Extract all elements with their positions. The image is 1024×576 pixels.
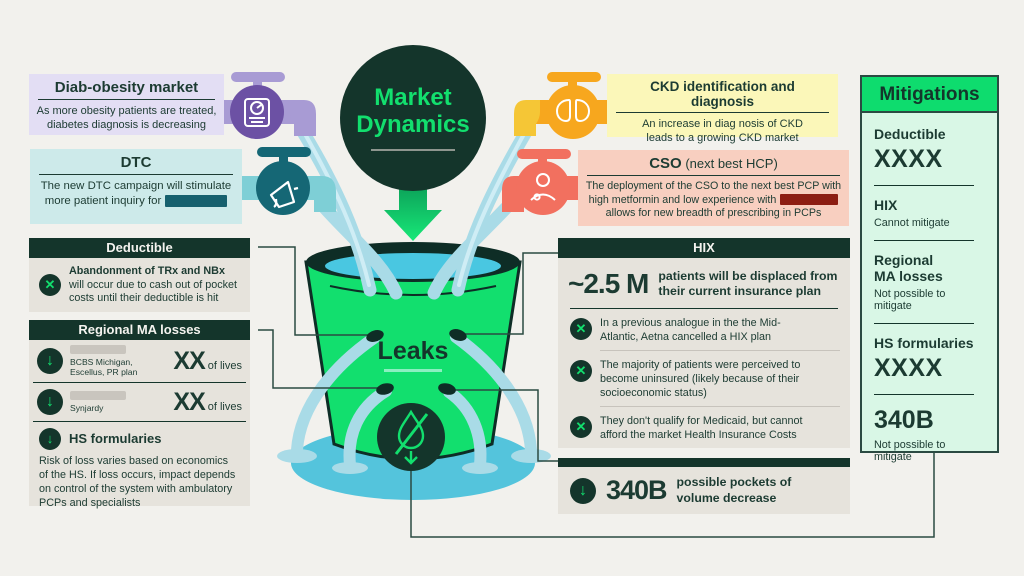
b340-text: possible pockets of volume decrease (676, 475, 792, 505)
faucet-ckd (514, 72, 608, 139)
mitigations-header: Mitigations (862, 77, 997, 113)
x-icon: ✕ (570, 360, 592, 382)
faucet-diab-obesity (224, 72, 316, 139)
cso-title: CSO (next best HCP) (587, 150, 840, 176)
regional-row: ↓ BCBS Michigan, Escellus, PR plan XX of lives (29, 340, 250, 382)
plan-label: Synjardy (70, 402, 104, 413)
hix-bullet: ✕ The majority of patients were perceived to become uninsured (likely because of their socioeconomic status) (558, 351, 850, 406)
plan-label: BCBS Michigan, Escellus, PR plan (70, 357, 138, 378)
market-dynamics-circle (340, 45, 486, 191)
hix-content (558, 258, 850, 448)
redacted-bar (165, 195, 227, 207)
mitigations-body (862, 113, 997, 463)
divider (874, 240, 974, 241)
x-icon: ✕ (570, 318, 592, 340)
regional-ma-content (29, 340, 250, 509)
b340-top-bar (558, 458, 850, 467)
market-dynamics-title: Market Dynamics (356, 83, 470, 138)
diab-obesity-box (29, 74, 224, 135)
b340-box: ↓ 340B possible pockets of volume decrease (558, 467, 850, 514)
redacted-bar (70, 345, 126, 354)
down-arrow-icon: ↓ (570, 478, 596, 504)
leaks-label: Leaks (363, 337, 463, 372)
down-arrow-icon: ↓ (39, 428, 61, 450)
divider (874, 394, 974, 395)
divider (874, 185, 974, 186)
regional-ma-header: Regional MA losses (29, 320, 250, 340)
diab-obesity-title: Diab-obesity market (38, 74, 215, 100)
deductible-content (29, 258, 250, 312)
divider (874, 323, 974, 324)
hix-bullet: ✕ In a previous analogue in the the Mid-Atlantic, Aetna cancelled a HIX plan (558, 309, 850, 350)
redacted-bar (70, 391, 126, 400)
title-underline (371, 149, 455, 151)
diab-obesity-body: As more obesity patients are treated, diabetes diagnosis is decreasing (36, 105, 217, 132)
hs-formularies-row: ↓ HS formularies (29, 422, 250, 452)
mitigation-item: HS formularies XXXX (874, 335, 974, 383)
hix-bullet: ✕ They don't qualify for Medicaid, but cannot afford the market Health Insurance Costs (558, 407, 850, 448)
no-drip-icon (377, 403, 445, 471)
redacted-bar (780, 194, 838, 205)
deductible-text: Abandonment of TRx and NBx will occur due to cash out of pocket costs until their deductible is hit (69, 265, 238, 305)
cso-box (578, 150, 849, 226)
mitigation-item: HIX Cannot mitigate (874, 197, 950, 230)
dtc-body: The new DTC campaign will stimulate more patient inquiry for (40, 180, 232, 207)
down-arrow-icon: ↓ (37, 389, 63, 415)
hs-formularies-text: Risk of loss varies based on economics of the HS. If loss occurs, impact depends on control of the system with ambulatory PCPs and specialists (39, 454, 236, 509)
down-arrow (384, 183, 442, 241)
mitigation-item: Regional MA losses Not possible to mitigate (874, 252, 946, 313)
mitigation-item: 340B Not possible to mitigate (874, 406, 946, 464)
ckd-title: CKD identification and diagnosis (616, 74, 829, 113)
mitigations-panel (860, 75, 999, 464)
mitigation-item: Deductible XXXX (874, 126, 946, 174)
x-icon: ✕ (39, 274, 61, 296)
regional-row: ↓ Synjardy XX of lives (29, 383, 250, 421)
cso-body: The deployment of the CSO to the next best PCP with high metformin and low experience with allows for new breadth of prescribing in PCPs (585, 180, 842, 220)
dtc-box (30, 149, 242, 224)
hix-header: HIX (558, 238, 850, 258)
leaks-underline (384, 369, 442, 372)
down-arrow-icon: ↓ (37, 348, 63, 374)
ckd-body: An increase in diag nosis of CKD leads to a growing CKD market (642, 118, 803, 145)
x-icon: ✕ (570, 416, 592, 438)
hix-stat: ~2.5 M patients will be displaced from their current insurance plan (568, 268, 838, 299)
deductible-header: Deductible (29, 238, 250, 258)
ckd-box (607, 74, 838, 145)
dtc-title: DTC (39, 149, 233, 175)
